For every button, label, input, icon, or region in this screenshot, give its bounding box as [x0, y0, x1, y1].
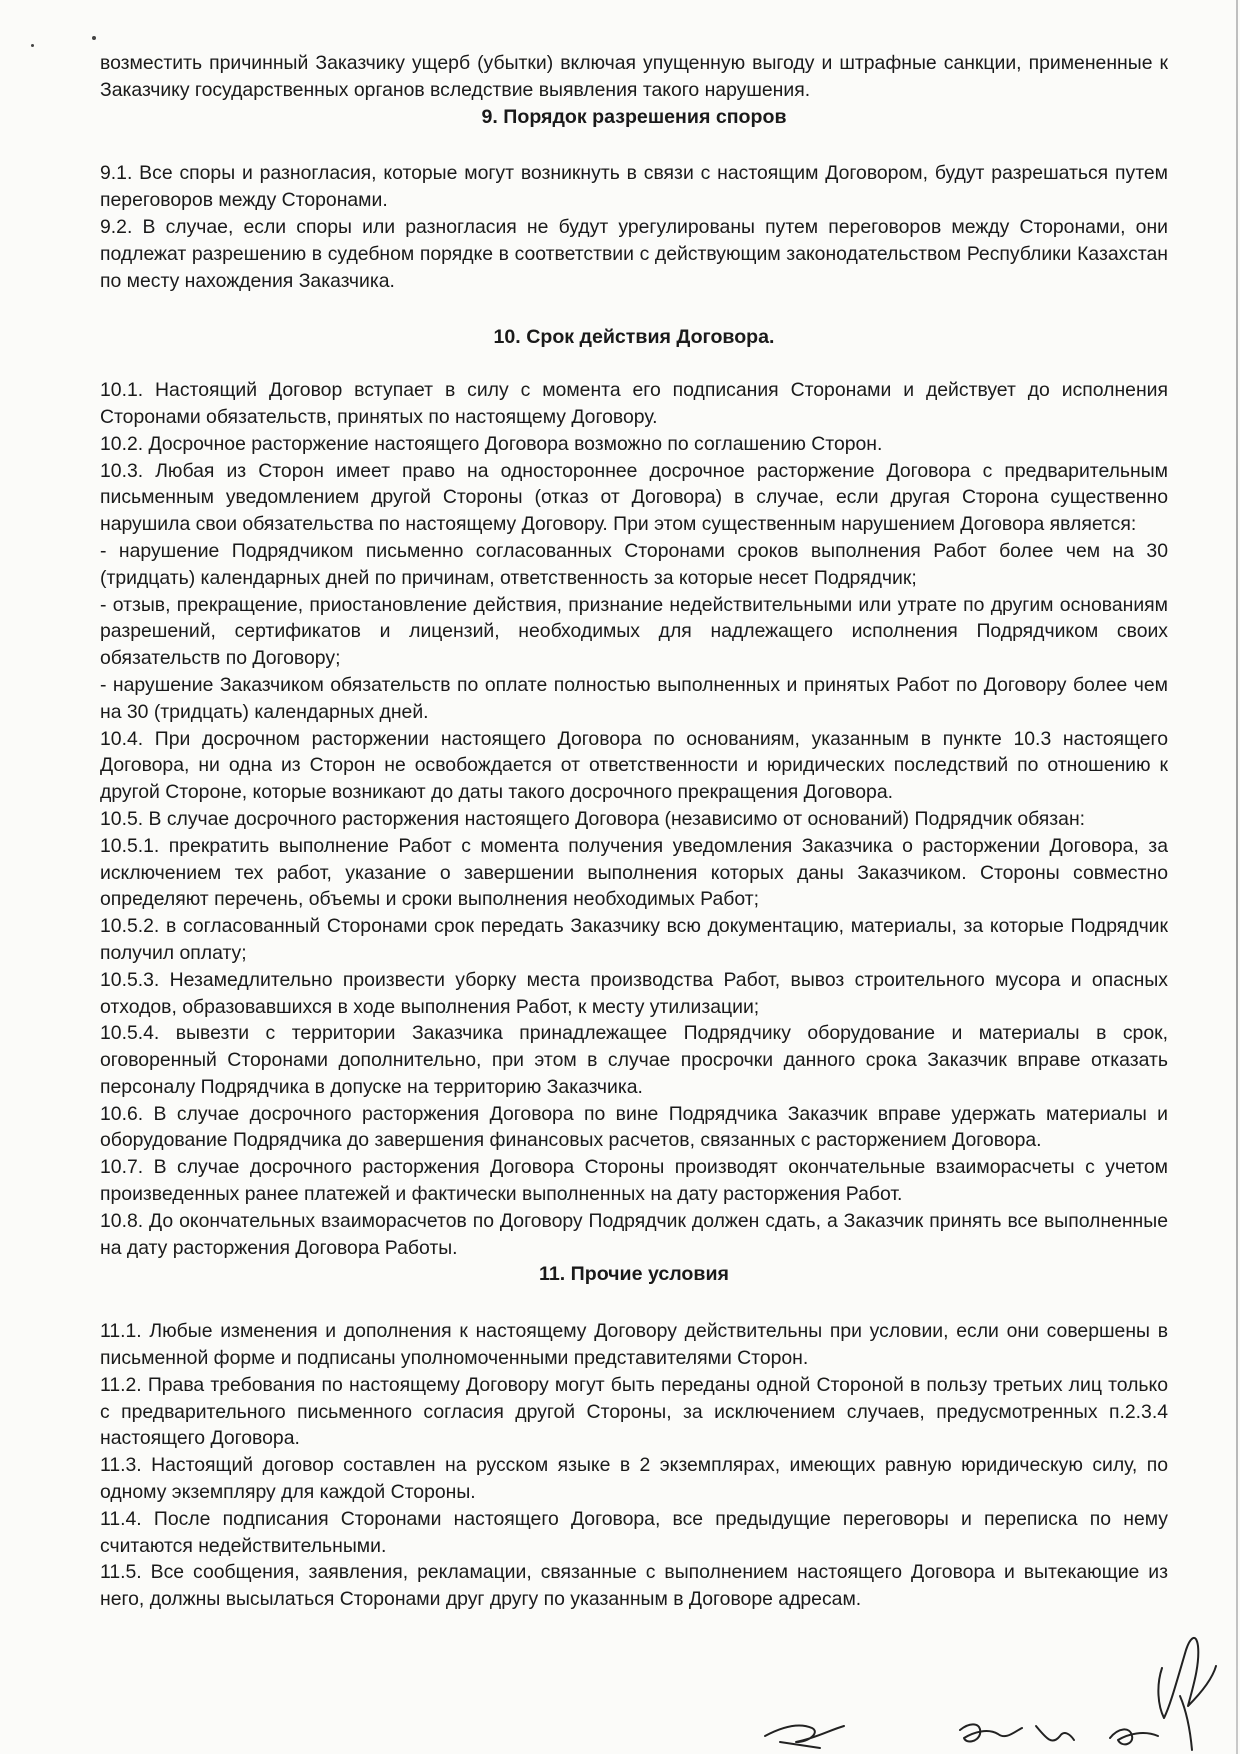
section-9-title: 9. Порядок разрешения споров — [481, 105, 787, 128]
clause-11-4: 11.4. После подписания Сторонами настоящего Договора, все предыдущие переговоры и переписка по нему считаются недействительными. — [100, 1507, 1168, 1557]
clause-10-1: 10.1. Настоящий Договор вступает в силу с момента его подписания Сторонами и действует до исполнения Сторонами обязательств, принятых по настоящему Договору. — [100, 379, 1168, 428]
clause-10-2: 10.2. Досрочное расторжение настоящего Договора возможно по соглашению Сторон. — [100, 432, 883, 455]
clause-9-1: 9.1. Все споры и разногласия, которые могут возникнуть в связи с настоящим Договором, будут разрешаться путем переговоров между Сторонами. — [100, 162, 1168, 212]
clause-11-1: 11.1. Любые изменения и дополнения к настоящему Договору действительны при условии, если они совершены в письменной форме и подписаны уполномоченными представителями Сторон. — [100, 1320, 1168, 1370]
clause-10-8: 10.8. До окончательных взаиморасчетов по Договору Подрядчик должен сдать, а Заказчик принять все выполненные на дату расторжения Договора Работы. — [100, 1209, 1168, 1259]
signature-stroke — [1158, 1638, 1216, 1718]
scan-speck — [31, 44, 34, 47]
clause-10-7: 10.7. В случае досрочного расторжения Договора Стороны производят окончательные взаиморасчеты с учетом произведенных ранее платежей и фактически выполненных на дату расторжения Работ. — [100, 1156, 1168, 1206]
clause-11-2: 11.2. Права требования по настоящему Договору могут быть переданы одной Стороной в пользу третьих лиц только с предварительного письменного согласия другой Стороны, за исключением случаев, предусмотренных п.2.3.4 настоящего Договора. — [100, 1373, 1168, 1450]
clause-11-3: 11.3. Настоящий договор составлен на русском языке в 2 экземплярах, имеющих равную юридическую силу, по одному экземпляру для каждой Стороны. — [100, 1454, 1168, 1504]
signature-stroke — [960, 1724, 1022, 1741]
clause-10-5: 10.5. В случае досрочного расторжения настоящего Договора (независимо от оснований) Подрядчик обязан: — [100, 807, 1086, 830]
intro-paragraph: возместить причинный Заказчику ущерб (убытки) включая упущенную выгоду и штрафные санкции, примененные к Заказчику государственных органов вследствие выявления такого нарушения. — [100, 52, 1168, 101]
document-body — [100, 50, 1168, 1613]
signature-stroke — [1036, 1726, 1074, 1741]
scan-edge-line — [1236, 0, 1238, 1754]
section-10-title: 10. Срок действия Договора. — [493, 326, 775, 349]
clause-10-3-item-1: - нарушение Подрядчиком письменно согласованных Сторонами сроков выполнения Работ более чем на 30 (тридцать) календарных дней по причинам, ответственность за которые несет Подрядчик; — [100, 539, 1168, 589]
handwritten-signatures — [760, 1610, 1230, 1754]
clause-10-5-3: 10.5.3. Незамедлительно произвести уборку места производства Работ, вывоз строительного мусора и опасных отходов, образовавшихся в ходе выполнения Работ, к месту утилизации; — [100, 968, 1168, 1018]
clause-10-5-1: 10.5.1. прекратить выполнение Работ с момента получения уведомления Заказчика о расторжении Договора, за исключением тех работ, указание о завершении выполнения которых даны Заказчиком. Стороны совместно определяют перечень, объемы и сроки выполнения необходимых Работ; — [100, 834, 1168, 911]
clause-10-6: 10.6. В случае досрочного расторжения Договора по вине Подрядчика Заказчик вправе удержать материалы и оборудование Подрядчика до завершения финансовых расчетов, связанных с расторжением Договора. — [100, 1102, 1168, 1152]
signature-stroke — [780, 1742, 820, 1748]
section-11-title: 11. Прочие условия — [539, 1263, 729, 1286]
clause-10-3-item-3: - нарушение Заказчиком обязательств по оплате полностью выполненных и принятых Работ по Договору более чем на 30 (тридцать) календарных дней. — [100, 673, 1168, 723]
clause-10-5-2: 10.5.2. в согласованный Сторонами срок передать Заказчику всю документацию, материалы, за которые Подрядчик получил оплату; — [100, 915, 1168, 964]
signature-stroke — [1110, 1729, 1158, 1744]
clause-10-5-4: 10.5.4. вывезти с территории Заказчика принадлежащее Подрядчику оборудование и материалы в срок, оговоренный Сторонами дополнительно, при этом в случае просрочки данного срока Заказчик вправе отказать персоналу Подрядчика в допуске на территорию Заказчика. — [100, 1022, 1168, 1098]
signature-stroke — [765, 1726, 844, 1742]
clause-10-3: 10.3. Любая из Сторон имеет право на одностороннее досрочное расторжение Договора с предварительным письменным уведомлением другой Стороны (отказ от Договора) в случае, если другая Сторона существенно нарушила свои обязательства по настоящему Договору. При этом существенным нарушением Договора является: — [100, 459, 1168, 536]
clause-11-5: 11.5. Все сообщения, заявления, рекламации, связанные с выполнением настоящего Договора и вытекающие из него, должны высылаться Сторонами друг другу по указанным в Договоре адресам. — [100, 1561, 1168, 1611]
clause-9-2: 9.2. В случае, если споры или разногласия не будут урегулированы путем переговоров между Сторонами, они подлежат разрешению в судебном порядке в соответствии с действующим законодательством Республики Казахстан по месту нахождения Заказчика. — [100, 215, 1168, 292]
clause-10-4: 10.4. При досрочном расторжении настоящего Договора по основаниям, указанным в пункте 10.3 настоящего Договора, ни одна из Сторон не освобождается от ответственности и юридических последствий по отношению к другой Стороне, которые возникают до даты такого досрочного прекращения Договора. — [100, 727, 1168, 804]
scan-speck — [92, 36, 96, 40]
clause-10-3-item-2: - отзыв, прекращение, приостановление действия, признание недействительными или утрате по другим основаниям разрешений, сертификатов и лицензий, необходимых для надлежащего исполнения Подрядчиком своих обязательств по Договору; — [100, 593, 1168, 670]
